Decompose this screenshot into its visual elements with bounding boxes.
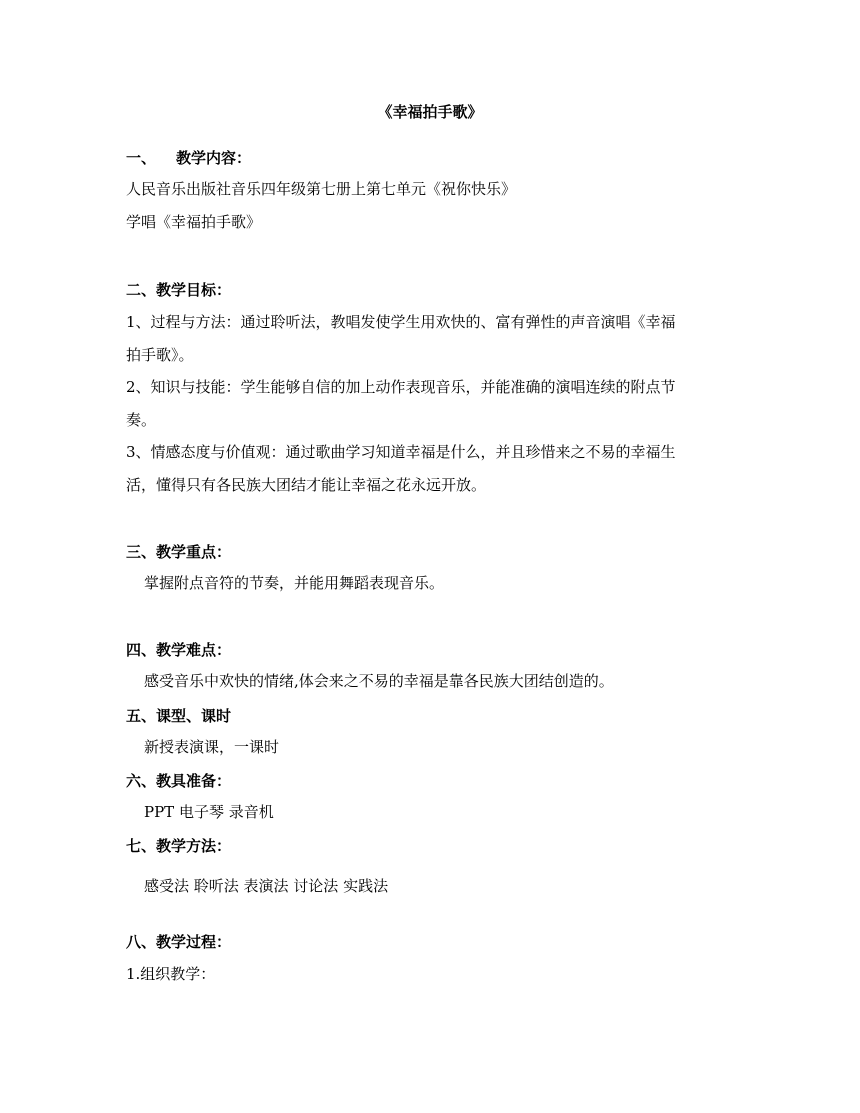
section-2-line-1: 1、过程与方法：通过聆听法，教唱发使学生用欢快的、富有弹性的声音演唱《幸福: [126, 313, 676, 331]
section-4-heading: 四、教学难点：: [126, 641, 232, 659]
section-1-title: 教学内容：: [176, 149, 252, 167]
section-8-line-1: 1.组织教学：: [126, 965, 216, 983]
document-title: 《幸福拍手歌》: [377, 103, 483, 121]
section-1-heading: [126, 148, 251, 168]
section-2-heading: 二、教学目标：: [126, 281, 232, 299]
section-6-text: PPT 电子琴 录音机: [144, 803, 274, 821]
section-1-line-2: 学唱《幸福拍手歌》: [126, 213, 262, 231]
section-2-line-5: 3、情感态度与价值观：通过歌曲学习知道幸福是什么，并且珍惜来之不易的幸福生: [126, 443, 676, 461]
section-4-text: 感受音乐中欢快的情绪,体会来之不易的幸福是靠各民族大团结创造的。: [144, 672, 614, 690]
section-1-line-1: 人民音乐出版社音乐四年级第七册上第七单元《祝你快乐》: [126, 180, 517, 198]
section-7-text: 感受法 聆听法 表演法 讨论法 实践法: [144, 877, 389, 895]
section-6-heading: 六、教具准备：: [126, 772, 232, 790]
section-3-heading: 三、教学重点：: [126, 543, 232, 561]
section-2-line-2: 拍手歌》。: [126, 346, 194, 364]
section-5-heading: 五、课型、课时: [126, 707, 232, 725]
section-2-line-4: 奏。: [126, 411, 157, 429]
section-1-number: 一、: [126, 149, 157, 167]
section-2-line-6: 活，懂得只有各民族大团结才能让幸福之花永远开放。: [126, 476, 487, 494]
section-8-heading: 八、教学过程：: [126, 933, 232, 951]
section-2-line-3: 2、知识与技能：学生能够自信的加上动作表现音乐，并能准确的演唱连续的附点节: [126, 378, 676, 396]
section-5-text: 新授表演课，一课时: [144, 738, 280, 756]
section-7-heading: 七、教学方法：: [126, 837, 232, 855]
section-3-text: 掌握附点音符的节奏，并能用舞蹈表现音乐。: [144, 574, 445, 592]
